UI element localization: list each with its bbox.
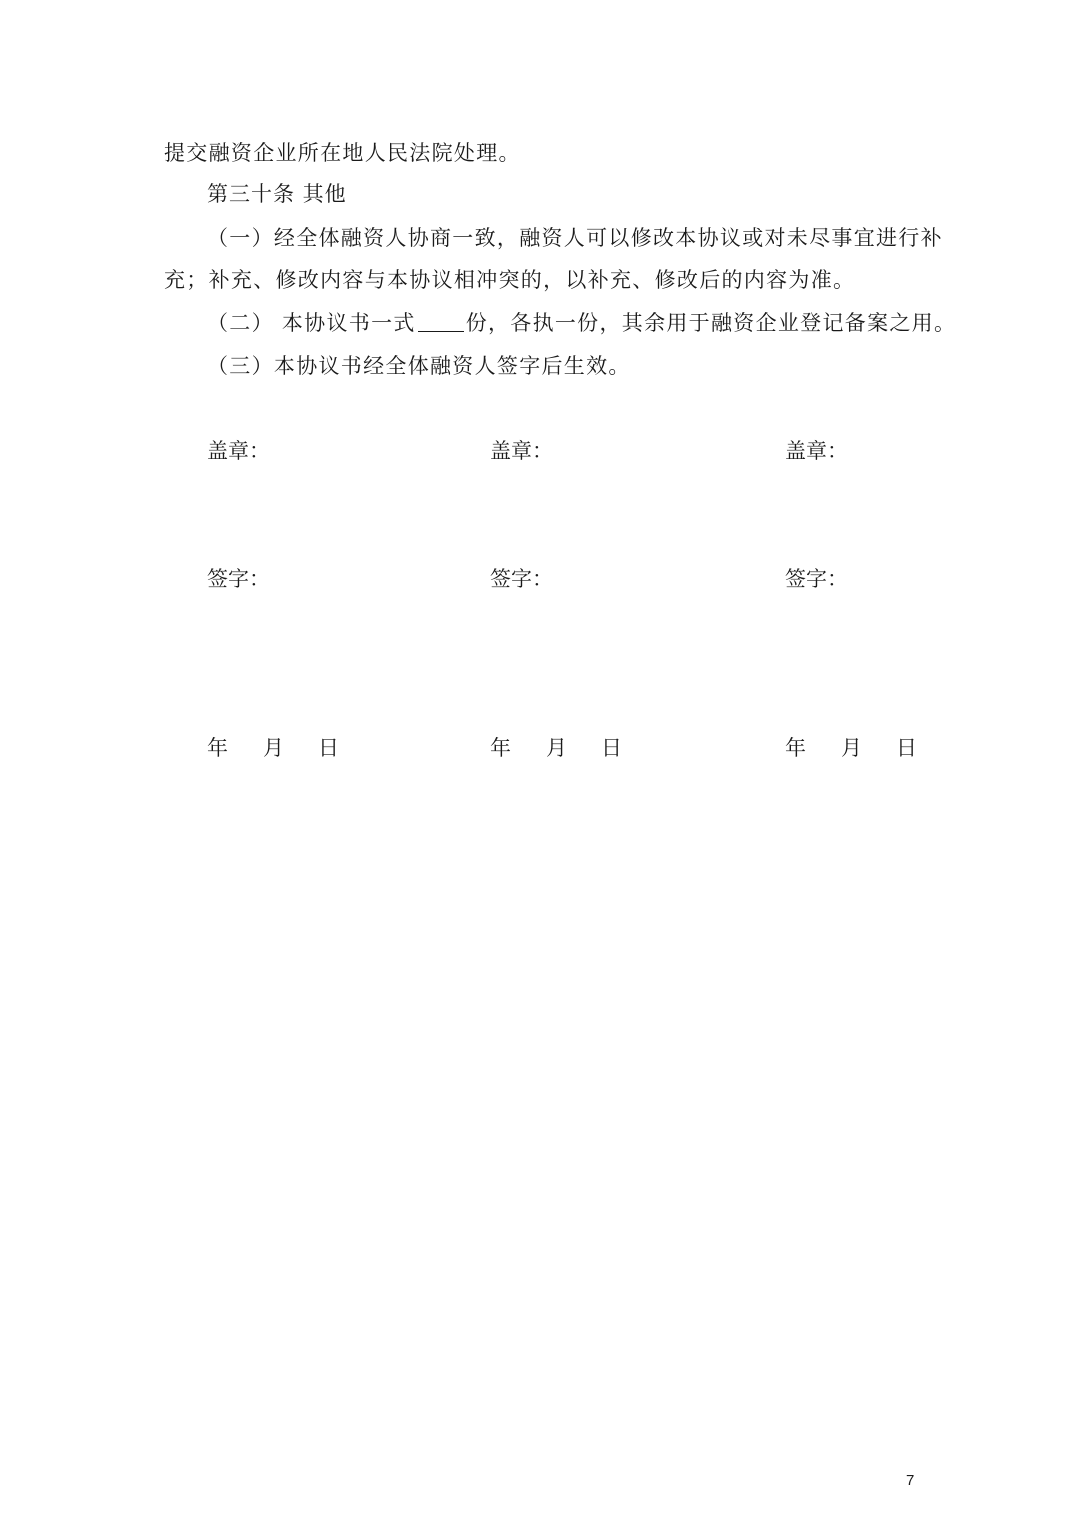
page-number: 7 (906, 1472, 915, 1489)
date-year: 年 (785, 736, 806, 760)
seal-label-2: 盖章： (490, 439, 553, 463)
date-line-2 (490, 733, 630, 763)
date-day: 日 (896, 736, 917, 760)
copies-blank (418, 309, 464, 332)
date-year: 年 (490, 736, 511, 760)
clause-2-suffix: 份，各执一份，其余用于融资企业登记备案之用。 (465, 311, 957, 335)
date-day: 日 (318, 736, 339, 760)
date-line-1 (207, 733, 347, 763)
continued-paragraph: 提交融资企业所在地人民法院处理。 (164, 141, 521, 165)
clause-3: （三）本协议书经全体融资人签字后生效。 (207, 354, 631, 378)
sign-label-2: 签字： (490, 567, 553, 591)
date-line-3 (785, 733, 925, 763)
clause-1-line-2: 充；补充、修改内容与本协议相冲突的，以补充、修改后的内容为准。 (164, 268, 856, 292)
date-day: 日 (601, 736, 622, 760)
seal-label-3: 盖章： (785, 439, 848, 463)
date-year: 年 (207, 736, 228, 760)
clause-2-prefix: （二） 本协议书一式 (207, 311, 416, 335)
date-month: 月 (546, 736, 567, 760)
date-month: 月 (841, 736, 862, 760)
sign-label-1: 签字： (207, 567, 270, 591)
date-month: 月 (263, 736, 284, 760)
clause-1-line-1: （一）经全体融资人协商一致，融资人可以修改本协议或对未尽事宜进行补 (207, 226, 943, 250)
clause-2 (207, 308, 956, 338)
sign-label-3: 签字： (785, 567, 848, 591)
seal-label-1: 盖章： (207, 439, 270, 463)
article-heading: 第三十条 其他 (207, 182, 347, 206)
